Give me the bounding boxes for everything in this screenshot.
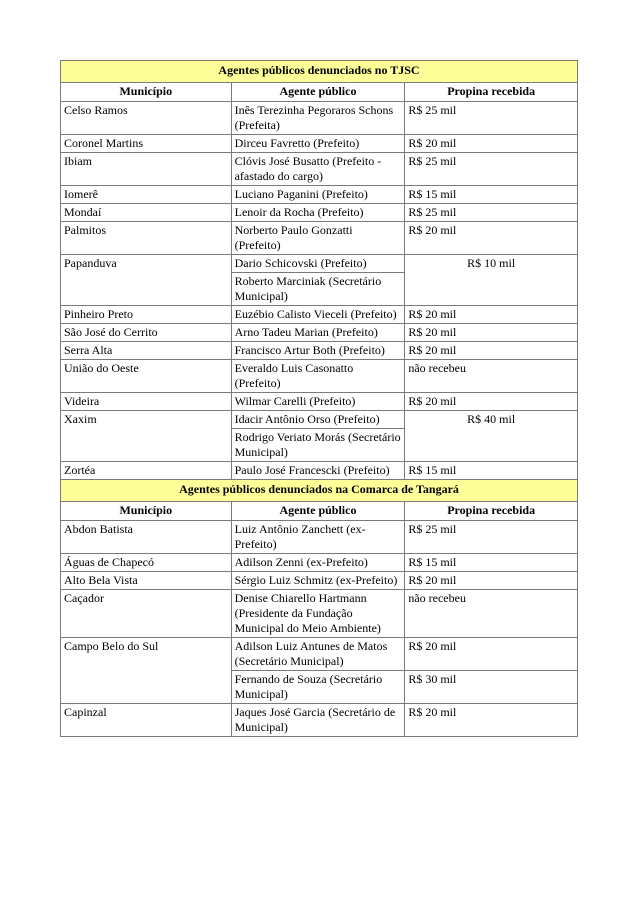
agente-cell: Euzébio Calisto Vieceli (Prefeito): [231, 306, 405, 324]
municipio-cell: Palmitos: [61, 222, 232, 255]
propina-cell: não recebeu: [405, 360, 578, 393]
propina-cell: R$ 20 mil: [405, 393, 578, 411]
municipio-cell: Alto Bela Vista: [61, 572, 232, 590]
municipio-cell: Xaxim: [61, 411, 232, 462]
table-row: [61, 204, 578, 222]
agente-cell: Adilson Zenni (ex-Prefeito): [231, 554, 405, 572]
agente-cell: Luiz Antônio Zanchett (ex-Prefeito): [231, 521, 405, 554]
municipio-cell: Videira: [61, 393, 232, 411]
agente-cell: Jaques José Garcia (Secretário de Municipal): [231, 704, 405, 737]
agente-cell: Inês Terezinha Pegoraros Schons (Prefeita): [231, 102, 405, 135]
agente-cell: Fernando de Souza (Secretário Municipal): [231, 671, 405, 704]
column-header-agente: Agente público: [231, 502, 405, 521]
propina-cell: R$ 10 mil: [405, 255, 578, 306]
propina-cell: R$ 20 mil: [405, 222, 578, 255]
municipio-cell: Celso Ramos: [61, 102, 232, 135]
agente-cell: Luciano Paganini (Prefeito): [231, 186, 405, 204]
propina-cell: R$ 25 mil: [405, 153, 578, 186]
agente-cell: Norberto Paulo Gonzatti (Prefeito): [231, 222, 405, 255]
propina-cell: R$ 20 mil: [405, 638, 578, 671]
column-header-propina: Propina recebida: [405, 83, 578, 102]
agente-cell: Denise Chiarello Hartmann (Presidente da Fundação Municipal do Meio Ambiente): [231, 590, 405, 638]
table-row: [61, 521, 578, 554]
agente-cell: Wilmar Carelli (Prefeito): [231, 393, 405, 411]
agente-cell: Lenoir da Rocha (Prefeito): [231, 204, 405, 222]
column-header-row: [61, 502, 578, 521]
section-title: Agentes públicos denunciados na Comarca de Tangará: [61, 480, 578, 502]
section-title: Agentes públicos denunciados no TJSC: [61, 61, 578, 83]
propina-cell: R$ 15 mil: [405, 554, 578, 572]
agente-cell: Rodrigo Veriato Morás (Secretário Municipal): [231, 429, 405, 462]
agente-cell: Francisco Artur Both (Prefeito): [231, 342, 405, 360]
table-row: [61, 462, 578, 480]
table-row: [61, 393, 578, 411]
table-row: [61, 572, 578, 590]
propina-cell: R$ 20 mil: [405, 704, 578, 737]
propina-cell: R$ 15 mil: [405, 462, 578, 480]
propina-cell: R$ 20 mil: [405, 342, 578, 360]
table-row: [61, 324, 578, 342]
column-header-municipio: Município: [61, 502, 232, 521]
propina-cell: R$ 30 mil: [405, 671, 578, 704]
column-header-propina: Propina recebida: [405, 502, 578, 521]
table-row: [61, 360, 578, 393]
municipio-cell: Ibiam: [61, 153, 232, 186]
agente-cell: Dario Schicovski (Prefeito): [231, 255, 405, 273]
propina-cell: R$ 40 mil: [405, 411, 578, 462]
table-row: [61, 590, 578, 638]
municipio-cell: Águas de Chapecó: [61, 554, 232, 572]
municipio-cell: Coronel Martins: [61, 135, 232, 153]
propina-cell: R$ 25 mil: [405, 521, 578, 554]
municipio-cell: Abdon Batista: [61, 521, 232, 554]
municipio-cell: Serra Alta: [61, 342, 232, 360]
table-row: [61, 102, 578, 135]
propina-cell: R$ 20 mil: [405, 306, 578, 324]
propina-cell: R$ 25 mil: [405, 204, 578, 222]
table-row: [61, 306, 578, 324]
agente-cell: Sérgio Luiz Schmitz (ex-Prefeito): [231, 572, 405, 590]
municipio-cell: Capinzal: [61, 704, 232, 737]
propina-cell: R$ 20 mil: [405, 324, 578, 342]
agente-cell: Roberto Marciniak (Secretário Municipal): [231, 273, 405, 306]
agente-cell: Idacir Antônio Orso (Prefeito): [231, 411, 405, 429]
column-header-row: [61, 83, 578, 102]
bribery-table: [60, 60, 578, 737]
municipio-cell: Iomerê: [61, 186, 232, 204]
column-header-agente: Agente público: [231, 83, 405, 102]
municipio-cell: São José do Cerrito: [61, 324, 232, 342]
agente-cell: Clóvis José Busatto (Prefeito - afastado do cargo): [231, 153, 405, 186]
section-title-row: [61, 480, 578, 502]
table-row: [61, 255, 578, 273]
propina-cell: R$ 20 mil: [405, 135, 578, 153]
municipio-cell: União do Oeste: [61, 360, 232, 393]
table-row: [61, 554, 578, 572]
table-row: [61, 638, 578, 671]
table-row: [61, 342, 578, 360]
propina-cell: não recebeu: [405, 590, 578, 638]
agente-cell: Paulo José Francescki (Prefeito): [231, 462, 405, 480]
table-row: [61, 222, 578, 255]
agente-cell: Everaldo Luis Casonatto (Prefeito): [231, 360, 405, 393]
table-row: [61, 135, 578, 153]
municipio-cell: Mondaí: [61, 204, 232, 222]
section-title-row: [61, 61, 578, 83]
propina-cell: R$ 25 mil: [405, 102, 578, 135]
municipio-cell: Zortéa: [61, 462, 232, 480]
column-header-municipio: Município: [61, 83, 232, 102]
propina-cell: R$ 20 mil: [405, 572, 578, 590]
agente-cell: Dirceu Favretto (Prefeito): [231, 135, 405, 153]
municipio-cell: Campo Belo do Sul: [61, 638, 232, 704]
agente-cell: Adilson Luiz Antunes de Matos (Secretário Municipal): [231, 638, 405, 671]
municipio-cell: Papanduva: [61, 255, 232, 306]
municipio-cell: Pinheiro Preto: [61, 306, 232, 324]
table-row: [61, 704, 578, 737]
agente-cell: Arno Tadeu Marian (Prefeito): [231, 324, 405, 342]
table-row: [61, 153, 578, 186]
table-row: [61, 186, 578, 204]
municipio-cell: Caçador: [61, 590, 232, 638]
table-row: [61, 411, 578, 429]
propina-cell: R$ 15 mil: [405, 186, 578, 204]
